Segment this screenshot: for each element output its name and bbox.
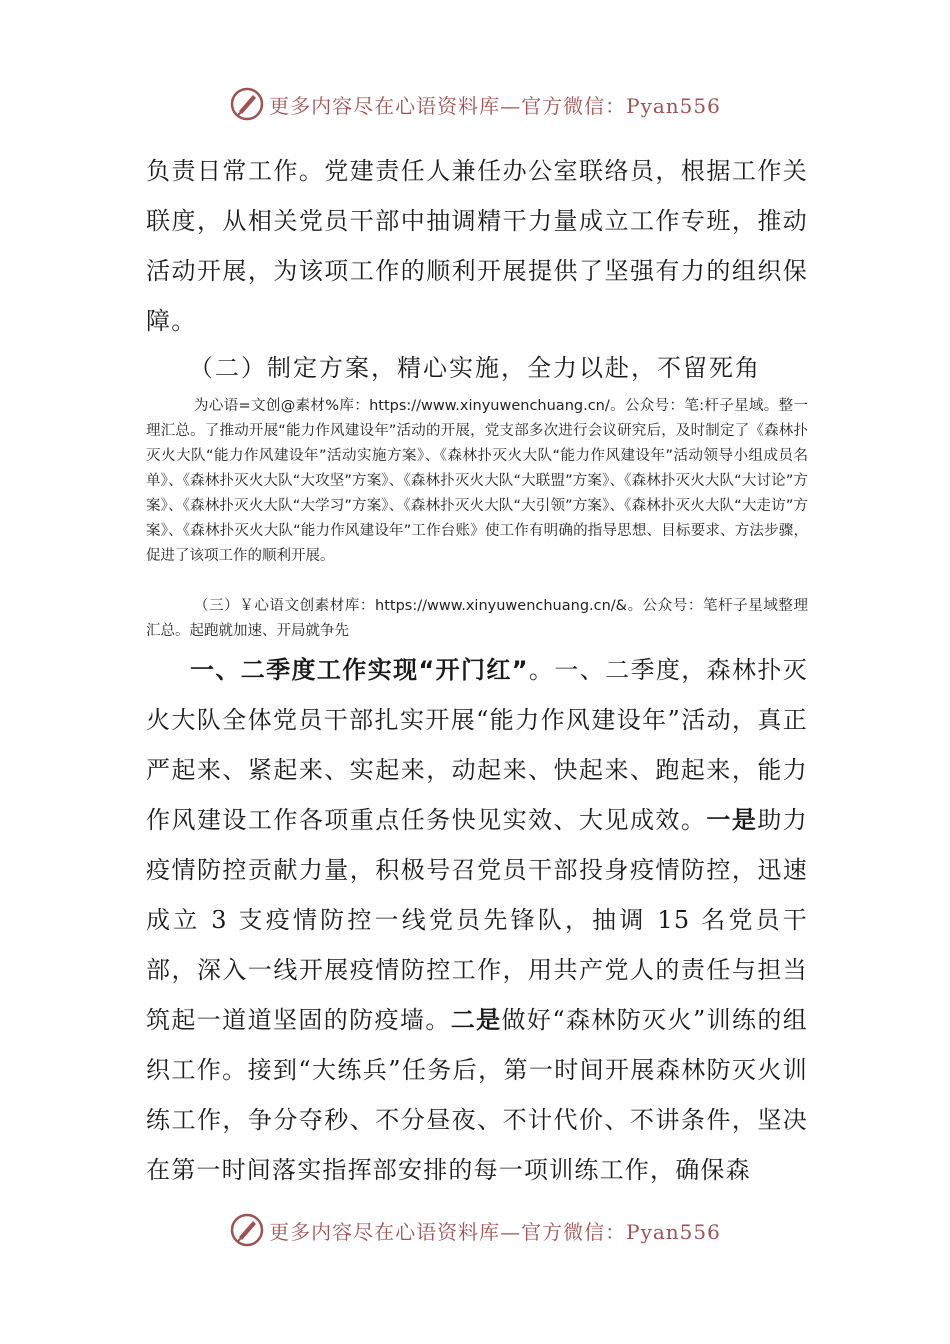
footer-banner (0, 1210, 950, 1250)
paragraph-2-text-c: 做好“森林防灭火”训练的组织工作。接到“大练兵”任务后，第一时间开展森林防灭火训练工作，争分夺秒、不分昼夜、不计代价、不讲条件，坚决在第一时间落实指挥部安排的每一项训练工作，确保森 (146, 1006, 808, 1184)
section-heading-2: （二）制定方案，精心实施，全力以赴，不留死角 (189, 354, 761, 382)
paragraph-2-point-1: 一是 (706, 806, 758, 834)
paragraph-2-text-a: 。一、二季度，森林扑灭火大队全体党员干部扎实开展“能力作风建设年”活动，真正严起来、紧起来、实起来，动起来、快起来、跑起来，能力作风建设工作各项重点任务快见实效、大见成效。 (146, 656, 808, 834)
pen-logo-icon (229, 86, 265, 122)
paragraph-2-point-2: 二是 (450, 1006, 502, 1034)
paragraph-2-text-b: 助力疫情防控贡献力量，积极号召党员干部投身疫情防控，迅速成立 3 支疫情防控一线党员先锋队，抽调 15 名党员干部，深入一线开展疫情防控工作，用共产党人的责任与担当筑起一道道坚固的防疫墙。 (146, 806, 808, 1034)
paragraph-2-lead: 一、二季度工作实现“开门红” (190, 656, 529, 684)
header-banner-text: 更多内容尽在心语资料库—官方微信：Pyan556 (269, 93, 721, 118)
paragraph-1: 负责日常工作。党建责任人兼任办公室联络员，根据工作关联度，从相关党员干部中抽调精干力量成立工作专班，推动活动开展，为该项工作的顺利开展提供了坚强有力的组织保障。 (146, 157, 808, 335)
pen-logo-icon (229, 1212, 265, 1248)
small-paragraph-1: 为心语=文创@素材%库：https://www.xinyuwenchuang.cn/。公众号：笔:杆子星域。整一理汇总。了推动开展“能力作风建设年”活动的开展，党支部多次进行会议研究后，及时制定了《森林扑灭火大队“能力作风建设年”活动实施方案》、《森林扑灭火大队“能力作风建设年”活动领导小组成员名单》、《森林扑灭火大队“大攻坚”方案》、《森林扑灭火大队“大联盟”方案》、《森林扑灭火大队“大讨论”方案》、《森林扑灭火大队“大学习”方案》、《森林扑灭火大队“大引领”方案》、《森林扑灭火大队“大走访”方案》、《森林扑灭火大队“能力作风建设年”工作台账》使工作有明确的指导思想、目标要求、方法步骤，促进了该项工作的顺利开展。 (146, 398, 808, 564)
footer-banner-text: 更多内容尽在心语资料库—官方微信：Pyan556 (269, 1219, 721, 1244)
paragraph-2 (146, 645, 808, 1195)
header-banner (0, 84, 950, 124)
small-paragraph-2: （三）￥心语文创素材库：https://www.xinyuwenchuang.cn/&。公众号：笔杆子星域整理汇总。起跑就加速、开局就争先 (146, 598, 808, 639)
